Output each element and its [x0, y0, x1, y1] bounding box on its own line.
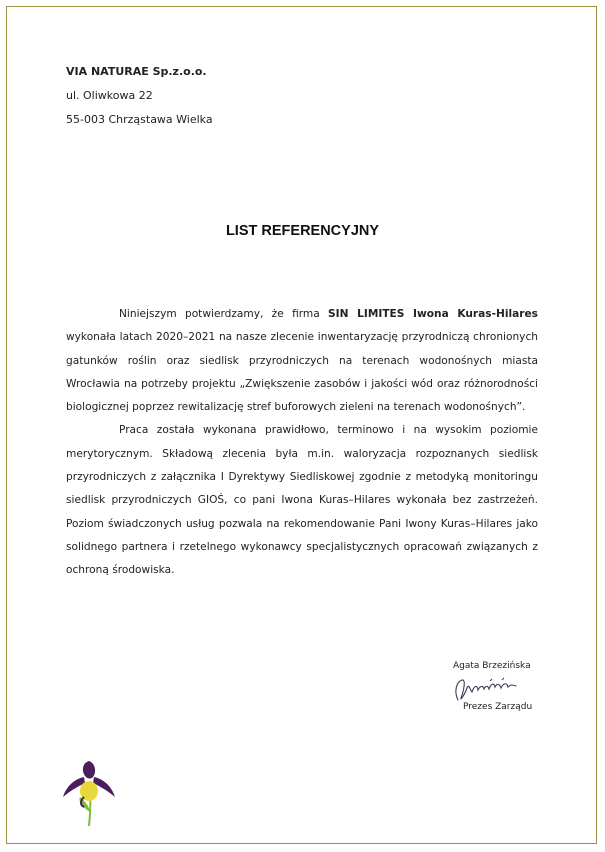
sender-city: 55-003 Chrząstawa Wielka — [66, 113, 213, 126]
firm-name: SIN LIMITES Iwona Kuras-Hilares — [328, 308, 538, 320]
letter-title: LIST REFERENCYJNY — [225, 223, 380, 239]
orchid-logo-icon — [60, 757, 118, 827]
signatory-name: Agata Brzezińska — [453, 661, 531, 671]
sender-company: VIA NATURAE Sp.z.o.o. — [66, 65, 207, 78]
paragraph-1 — [66, 303, 538, 419]
paragraph-1-rest: wykonała latach 2020–2021 na nasze zlecenie inwentaryzację przyrodniczą chronionych gatunków roślin oraz siedlisk przyrodniczych na terenach wodonośnych miasta Wrocławia na potrzeby projektu „Zwiększenie zasobów i jakości wód oraz różnorodności biologicznej poprzez rewitalizację stref buforowych zieleni na terenach wodonośnych”. — [66, 331, 538, 414]
paragraph-2: Praca została wykonana prawidłowo, terminowo i na wysokim poziomie merytorycznym. Składową zlecenia była m.in. waloryzacja rozpoznanych siedlisk przyrodniczych z załącznika I Dyrektywy Siedliskowej zgodnie z metodyką monitoringu siedlisk przyrodniczych GIOŚ, co pani Iwona Kuras–Hilares wykonała bez zastrzeżeń. Poziom świadczonych usług pozwala na rekomendowanie Pani Iwony Kuras–Hilares jako solidnego partnera i rzetelnego wykonawcy specjalistycznych opracowań związanych z ochroną środowiska. — [66, 424, 538, 577]
sender-street: ul. Oliwkowa 22 — [66, 89, 153, 102]
signatory-role: Prezes Zarządu — [463, 702, 533, 712]
letter-body — [66, 303, 538, 583]
sender-address — [66, 60, 213, 132]
paragraph-1-start: Niniejszym potwierdzamy, że firma — [119, 308, 329, 320]
